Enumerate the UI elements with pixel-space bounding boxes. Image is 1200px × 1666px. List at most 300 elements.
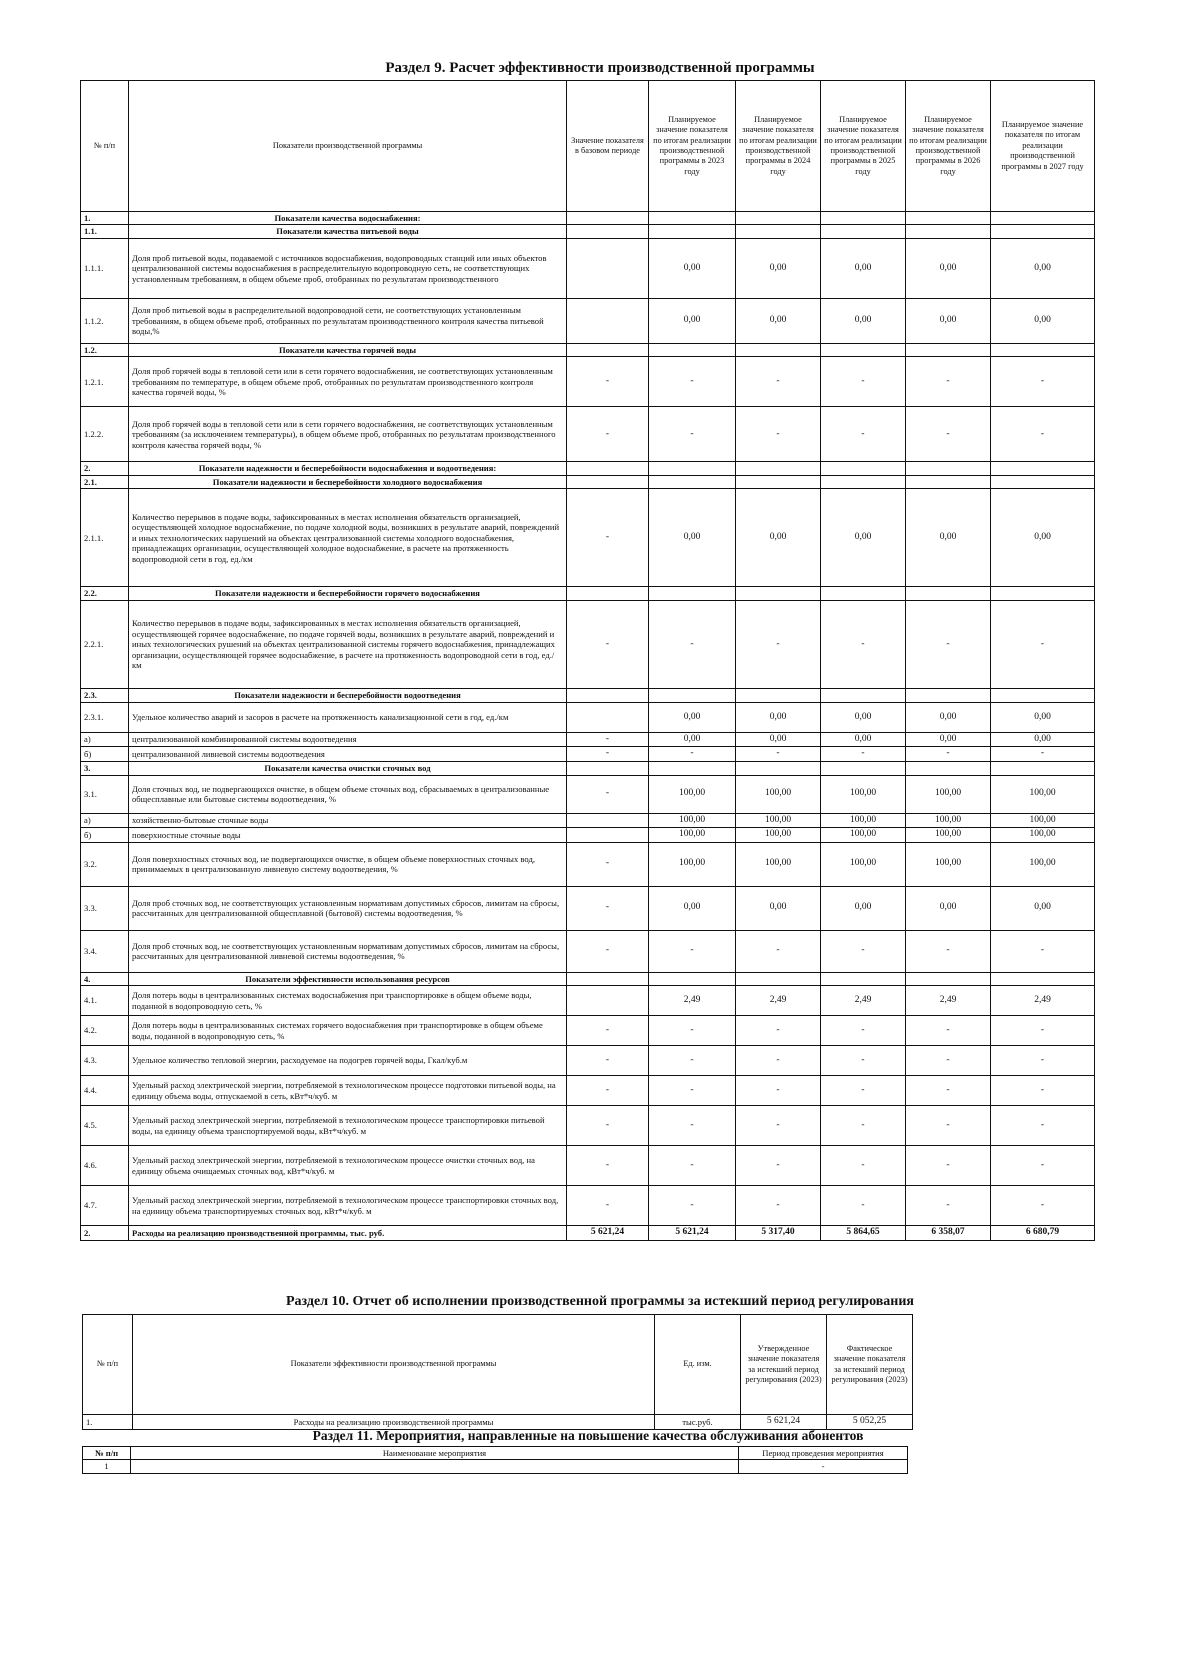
section9-title: Раздел 9. Расчет эффективности производственной программы bbox=[385, 60, 815, 76]
row-indicator: Показатели эффективности использования ресурсов bbox=[129, 972, 567, 985]
header-2026: Планируемое значение показателя по итогам реализации производственной программы в 2026 году bbox=[906, 81, 991, 212]
table-row bbox=[81, 1106, 1095, 1146]
header-indicator: Показатели производственной программы bbox=[129, 81, 567, 212]
row-value-y2026: 0,00 bbox=[906, 702, 991, 732]
row-value-y2026: - bbox=[906, 1046, 991, 1076]
row-indicator: Расходы на реализацию производственной программы, тыс. руб. bbox=[129, 1226, 567, 1241]
table-row bbox=[83, 1415, 913, 1430]
row-value-y2023 bbox=[649, 688, 736, 702]
s10-header-num: № п/п bbox=[83, 1315, 133, 1415]
row-value-y2024: - bbox=[736, 1046, 821, 1076]
row-value-y2023 bbox=[649, 212, 736, 225]
table-row bbox=[81, 986, 1095, 1016]
row-value-y2024 bbox=[736, 972, 821, 985]
row-indicator: Доля проб горячей воды в тепловой сети или в сети горячего водоснабжения, не соответствующих установленным требованиям (за исключением температуры), в общем объеме проб, отобранных по результатам производственного контроля качества горячей воды, % bbox=[129, 407, 567, 462]
row-value-y2027 bbox=[991, 462, 1095, 475]
header-num: № п/п bbox=[81, 81, 129, 212]
row-value-y2024: - bbox=[736, 930, 821, 972]
row-value-base: - bbox=[567, 930, 649, 972]
row-num: 2. bbox=[81, 462, 129, 475]
section11-table bbox=[82, 1446, 908, 1474]
row-num: 1.1.2. bbox=[81, 298, 129, 343]
row-value-y2024: - bbox=[736, 407, 821, 462]
row-value-y2024: 100,00 bbox=[736, 775, 821, 813]
row-indicator: Показатели надежности и бесперебойности горячего водоснабжения bbox=[129, 587, 567, 600]
row-indicator: Доля проб сточных вод, не соответствующих установленным нормативам допустимых сбросов, лимитам на сбросы, рассчитанных для централизованной ливневой системы водоотведения, % bbox=[129, 930, 567, 972]
row-value-y2026 bbox=[906, 587, 991, 600]
row-value-y2026: 0,00 bbox=[906, 238, 991, 298]
row-value-base bbox=[567, 298, 649, 343]
row-value-base bbox=[567, 688, 649, 702]
row-value-y2027: 2,49 bbox=[991, 986, 1095, 1016]
table-row bbox=[81, 886, 1095, 930]
row-value-y2023: 5 621,24 bbox=[649, 1226, 736, 1241]
row-value-y2025: 0,00 bbox=[821, 886, 906, 930]
row-value-y2025 bbox=[821, 972, 906, 985]
row-value-base: - bbox=[567, 775, 649, 813]
section-group-row bbox=[81, 475, 1095, 488]
row-value-base: - bbox=[567, 407, 649, 462]
row-value-y2024: - bbox=[736, 747, 821, 762]
table-row bbox=[81, 842, 1095, 886]
row-value-base: - bbox=[567, 1016, 649, 1046]
row-value-y2025: 100,00 bbox=[821, 842, 906, 886]
row-value-y2027 bbox=[991, 475, 1095, 488]
row-value-y2024 bbox=[736, 475, 821, 488]
row-value-y2023: 100,00 bbox=[649, 813, 736, 828]
row-value-y2024: 0,00 bbox=[736, 732, 821, 747]
row-value-y2023: - bbox=[649, 357, 736, 407]
row-value-y2025: 100,00 bbox=[821, 828, 906, 843]
row-value-y2025: 0,00 bbox=[821, 298, 906, 343]
row-value-y2023: 0,00 bbox=[649, 732, 736, 747]
row-value-y2025 bbox=[821, 587, 906, 600]
header-2023: Планируемое значение показателя по итогам реализации производственной программы в 2023 году bbox=[649, 81, 736, 212]
s10-header-unit: Ед. изм. bbox=[655, 1315, 741, 1415]
row-value-y2025 bbox=[821, 225, 906, 238]
row-value-y2024: 5 317,40 bbox=[736, 1226, 821, 1241]
row-value-y2025 bbox=[821, 462, 906, 475]
row-num: 1.1.1. bbox=[81, 238, 129, 298]
row-value-y2023 bbox=[649, 972, 736, 985]
row-value-y2025: 5 864,65 bbox=[821, 1226, 906, 1241]
row-value-y2024 bbox=[736, 225, 821, 238]
table-row bbox=[81, 1186, 1095, 1226]
table-row bbox=[81, 732, 1095, 747]
row-indicator: Показатели качества водоснабжения: bbox=[129, 212, 567, 225]
row-value-y2026: 2,49 bbox=[906, 986, 991, 1016]
row-value-y2024: 0,00 bbox=[736, 298, 821, 343]
row-value-y2024: 2,49 bbox=[736, 986, 821, 1016]
row-num: 1.1. bbox=[81, 225, 129, 238]
row-value-y2024: 100,00 bbox=[736, 828, 821, 843]
row-value-y2023: 100,00 bbox=[649, 828, 736, 843]
table-row bbox=[81, 828, 1095, 843]
row-num: а) bbox=[81, 732, 129, 747]
section9-table bbox=[80, 80, 1095, 1241]
row-value-y2027 bbox=[991, 212, 1095, 225]
row-value-y2025: 0,00 bbox=[821, 702, 906, 732]
row-value-y2025: - bbox=[821, 1146, 906, 1186]
row-value-y2025: - bbox=[821, 930, 906, 972]
row-indicator: Доля проб питьевой воды в распределительной водопроводной сети, не соответствующих установленным требованиям, в общем объеме проб, отобранных по результатам производственного контроля качества питьевой воды,% bbox=[129, 298, 567, 343]
row-num: 2.3.1. bbox=[81, 702, 129, 732]
row-value-y2026: 0,00 bbox=[906, 298, 991, 343]
row-value-base bbox=[567, 762, 649, 775]
row-value-y2026: 0,00 bbox=[906, 489, 991, 587]
row-num: 1. bbox=[83, 1415, 133, 1430]
row-indicator: Доля проб горячей воды в тепловой сети или в сети горячего водоснабжения, не соответствующих установленным требованиям по температуре, в общем объеме проб, отобранных по результатам производственного контроля качества горячей воды, % bbox=[129, 357, 567, 407]
row-value-y2027: 0,00 bbox=[991, 886, 1095, 930]
row-value-y2026: - bbox=[906, 600, 991, 688]
row-value-y2023: 100,00 bbox=[649, 842, 736, 886]
row-value-y2027: - bbox=[991, 1186, 1095, 1226]
row-indicator: Удельное количество тепловой энергии, расходуемое на подогрев горячей воды, Гкал/куб.м bbox=[129, 1046, 567, 1076]
row-num: 4.3. bbox=[81, 1046, 129, 1076]
row-value-base bbox=[567, 212, 649, 225]
row-value-y2025: 0,00 bbox=[821, 238, 906, 298]
row-value-y2023: - bbox=[649, 747, 736, 762]
row-value-y2024: - bbox=[736, 1076, 821, 1106]
section-group-row bbox=[81, 225, 1095, 238]
row-indicator: Доля сточных вод, не подвергающихся очистке, в общем объеме сточных вод, сбрасываемых в централизованные общесплавные или бытовые системы водоотведения, % bbox=[129, 775, 567, 813]
section10-title: Раздел 10. Отчет об исполнении производственной программы за истекший период регулирования bbox=[285, 1294, 915, 1309]
row-indicator: Доля проб питьевой воды, подаваемой с источников водоснабжения, водопроводных станций или иных объектов централизованной системы водоснабжения в распределительную водопроводную сеть, не соответствующих установленным требованиям, в общем объеме проб, отобранных по результатам производственного bbox=[129, 238, 567, 298]
row-value-y2024: 0,00 bbox=[736, 702, 821, 732]
row-value-y2026: 100,00 bbox=[906, 775, 991, 813]
row-value-base bbox=[567, 972, 649, 985]
row-value-y2024: - bbox=[736, 600, 821, 688]
s10-header-indicator: Показатели эффективности производственной программы bbox=[133, 1315, 655, 1415]
row-value-y2023 bbox=[649, 587, 736, 600]
row-value-y2023: - bbox=[649, 1076, 736, 1106]
row-text: Расходы на реализацию производственной программы bbox=[133, 1415, 655, 1430]
table-row bbox=[81, 1046, 1095, 1076]
row-value-y2027 bbox=[991, 343, 1095, 356]
row-indicator: Доля потерь воды в централизованных системах горячего водоснабжения при транспортировке в общем объеме воды, поданной в водопроводную сеть, % bbox=[129, 1016, 567, 1046]
s11-header-num: № п/п bbox=[83, 1447, 131, 1460]
row-value-base bbox=[567, 986, 649, 1016]
row-value-y2027: 100,00 bbox=[991, 775, 1095, 813]
row-num: 2. bbox=[81, 1226, 129, 1241]
row-indicator: поверхностные сточные воды bbox=[129, 828, 567, 843]
row-indicator: Показатели качества очистки сточных вод bbox=[129, 762, 567, 775]
section-group-row bbox=[81, 462, 1095, 475]
row-num: 2.3. bbox=[81, 688, 129, 702]
row-value-y2024 bbox=[736, 688, 821, 702]
row-num: 2.1.1. bbox=[81, 489, 129, 587]
row-value-y2023: - bbox=[649, 1016, 736, 1046]
row-value-y2023: - bbox=[649, 1106, 736, 1146]
section-group-row bbox=[81, 972, 1095, 985]
table-row bbox=[81, 407, 1095, 462]
row-num: 3. bbox=[81, 762, 129, 775]
row-value-y2026 bbox=[906, 462, 991, 475]
row-value-base bbox=[567, 702, 649, 732]
table-row bbox=[81, 298, 1095, 343]
row-value-y2025: - bbox=[821, 407, 906, 462]
row-value-base bbox=[567, 828, 649, 843]
row-period: - bbox=[739, 1460, 908, 1473]
row-value-y2026 bbox=[906, 762, 991, 775]
section11-title: Раздел 11. Мероприятия, направленные на повышение качества обслуживания абонентов bbox=[312, 1428, 864, 1443]
row-indicator: хозяйственно-бытовые сточные воды bbox=[129, 813, 567, 828]
row-value-y2025: 2,49 bbox=[821, 986, 906, 1016]
row-value-y2026: - bbox=[906, 1016, 991, 1046]
table-row bbox=[81, 238, 1095, 298]
row-value-y2027: - bbox=[991, 407, 1095, 462]
row-num: 4.5. bbox=[81, 1106, 129, 1146]
row-value-base: - bbox=[567, 886, 649, 930]
row-value-y2026: 100,00 bbox=[906, 842, 991, 886]
row-value-y2027: - bbox=[991, 357, 1095, 407]
row-indicator: Показатели надежности и бесперебойности водоотведения bbox=[129, 688, 567, 702]
row-num: б) bbox=[81, 747, 129, 762]
row-value-y2023 bbox=[649, 462, 736, 475]
row-indicator: Показатели качества питьевой воды bbox=[129, 225, 567, 238]
row-num: 1.2.1. bbox=[81, 357, 129, 407]
row-value-base bbox=[567, 343, 649, 356]
row-value-y2025: 100,00 bbox=[821, 813, 906, 828]
row-value-y2023: - bbox=[649, 407, 736, 462]
row-value-y2023: 0,00 bbox=[649, 489, 736, 587]
row-indicator: Показатели надежности и бесперебойности холодного водоснабжения bbox=[129, 475, 567, 488]
row-num: 4.4. bbox=[81, 1076, 129, 1106]
row-value-y2025: - bbox=[821, 600, 906, 688]
row-indicator: централизованной комбинированной системы водоотведения bbox=[129, 732, 567, 747]
row-value-y2026: 6 358,07 bbox=[906, 1226, 991, 1241]
row-value-y2027: - bbox=[991, 1076, 1095, 1106]
row-value-base: - bbox=[567, 1046, 649, 1076]
row-value-y2027: - bbox=[991, 1046, 1095, 1076]
row-value-y2026 bbox=[906, 343, 991, 356]
row-value-y2025 bbox=[821, 475, 906, 488]
table-row bbox=[81, 1146, 1095, 1186]
row-indicator: Доля проб сточных вод, не соответствующих установленным нормативам допустимых сбросов, лимитам на сбросы, рассчитанных для централизованной общесплавной (бытовой) системы водоотведения, % bbox=[129, 886, 567, 930]
row-value-y2023: 0,00 bbox=[649, 298, 736, 343]
total-row bbox=[81, 1226, 1095, 1241]
row-value-y2025: - bbox=[821, 1076, 906, 1106]
row-value-y2023: 2,49 bbox=[649, 986, 736, 1016]
row-value-base: - bbox=[567, 489, 649, 587]
row-indicator: Количество перерывов в подаче воды, зафиксированных в местах исполнения обязательств организацией, осуществляющей холодное водоснабжение, по подаче холодной воды, возникших в результате аварий, повреждений и иных технологических нарушений на объектах централизованной системы холодного водоснабжения, принадлежащих организации, осуществляющей холодное водоснабжение, в расчете на протяженность водопроводной сети в год, ед./км bbox=[129, 489, 567, 587]
table-row bbox=[81, 357, 1095, 407]
section11-header-row bbox=[83, 1447, 908, 1460]
row-value-y2025: 0,00 bbox=[821, 489, 906, 587]
row-value-base bbox=[567, 238, 649, 298]
row-indicator: Удельный расход электрической энергии, потребляемой в технологическом процессе очистки сточных вод, на единицу объема очищаемых сточных вод, кВт*ч/куб. м bbox=[129, 1146, 567, 1186]
row-value-y2023: - bbox=[649, 1146, 736, 1186]
row-value-y2026: 0,00 bbox=[906, 886, 991, 930]
row-value-y2027: 0,00 bbox=[991, 732, 1095, 747]
section10-header-row bbox=[83, 1315, 913, 1415]
row-value-y2024 bbox=[736, 587, 821, 600]
row-value-y2024: - bbox=[736, 1016, 821, 1046]
row-value-y2023: 0,00 bbox=[649, 238, 736, 298]
row-value-y2025: 100,00 bbox=[821, 775, 906, 813]
row-value-base: - bbox=[567, 732, 649, 747]
row-value-y2023: - bbox=[649, 600, 736, 688]
row-num: 4.7. bbox=[81, 1186, 129, 1226]
row-num: 2.2. bbox=[81, 587, 129, 600]
row-value-y2027: 100,00 bbox=[991, 842, 1095, 886]
row-value-base: - bbox=[567, 747, 649, 762]
row-value-y2027: - bbox=[991, 1106, 1095, 1146]
row-value-y2026 bbox=[906, 475, 991, 488]
row-value-y2024: 0,00 bbox=[736, 238, 821, 298]
row-value-y2027: - bbox=[991, 930, 1095, 972]
row-value-y2026: - bbox=[906, 357, 991, 407]
row-value-y2027: 0,00 bbox=[991, 298, 1095, 343]
section-group-row bbox=[81, 587, 1095, 600]
row-indicator: Доля поверхностных сточных вод, не подвергающихся очистке, в общем объеме поверхностных сточных вод, принимаемых в централизованную ливневую систему водоотведения, % bbox=[129, 842, 567, 886]
row-value-y2026: 100,00 bbox=[906, 813, 991, 828]
row-indicator: Удельный расход электрической энергии, потребляемой в технологическом процессе транспортировки сточных вод, на единицу объема транспортируемых сточных вод, кВт*ч/куб. м bbox=[129, 1186, 567, 1226]
row-value-y2026: - bbox=[906, 747, 991, 762]
table-row bbox=[81, 1016, 1095, 1046]
row-indicator: Удельный расход электрической энергии, потребляемой в технологическом процессе подготовки питьевой воды, на единицу объема воды, отпускаемой в сеть, кВт*ч/куб. м bbox=[129, 1076, 567, 1106]
row-value-y2023 bbox=[649, 762, 736, 775]
row-value-y2025: - bbox=[821, 1016, 906, 1046]
row-name bbox=[131, 1460, 739, 1473]
table-row bbox=[81, 489, 1095, 587]
row-value-y2025: - bbox=[821, 1186, 906, 1226]
row-num: 3.2. bbox=[81, 842, 129, 886]
section9-header-row bbox=[81, 81, 1095, 212]
row-indicator: Удельный расход электрической энергии, потребляемой в технологическом процессе транспортировки питьевой воды, на единицу объема транспортируемой воды, кВт*ч/куб. м bbox=[129, 1106, 567, 1146]
row-value-y2027: 6 680,79 bbox=[991, 1226, 1095, 1241]
row-value-y2026: 0,00 bbox=[906, 732, 991, 747]
table-row bbox=[81, 702, 1095, 732]
row-value-base: - bbox=[567, 1106, 649, 1146]
row-indicator: Доля потерь воды в централизованных системах водоснабжения при транспортировке в общем объеме воды, поданной в водопроводную сеть, % bbox=[129, 986, 567, 1016]
row-value-y2026: - bbox=[906, 407, 991, 462]
row-value-y2025 bbox=[821, 688, 906, 702]
table-row bbox=[81, 747, 1095, 762]
row-num: 4.2. bbox=[81, 1016, 129, 1046]
row-value-y2024: 0,00 bbox=[736, 886, 821, 930]
row-value-y2026 bbox=[906, 225, 991, 238]
row-value-y2027 bbox=[991, 587, 1095, 600]
row-value-y2027 bbox=[991, 972, 1095, 985]
row-value-base: - bbox=[567, 842, 649, 886]
section-group-row bbox=[81, 212, 1095, 225]
row-value-y2023: - bbox=[649, 1186, 736, 1226]
row-value-y2027: - bbox=[991, 1016, 1095, 1046]
table-row bbox=[81, 930, 1095, 972]
row-value-y2023 bbox=[649, 225, 736, 238]
row-value-y2024: - bbox=[736, 1106, 821, 1146]
row-value-y2025: - bbox=[821, 747, 906, 762]
row-value-y2026: - bbox=[906, 1186, 991, 1226]
row-value-y2027: - bbox=[991, 747, 1095, 762]
row-value-y2023 bbox=[649, 343, 736, 356]
section-group-row bbox=[81, 688, 1095, 702]
table-row bbox=[81, 813, 1095, 828]
row-value-y2025: - bbox=[821, 1046, 906, 1076]
row-unit: тыс.руб. bbox=[655, 1415, 741, 1430]
row-value-y2026: - bbox=[906, 1146, 991, 1186]
row-value-base: - bbox=[567, 1186, 649, 1226]
row-value-y2027: - bbox=[991, 600, 1095, 688]
row-value-y2023: 0,00 bbox=[649, 886, 736, 930]
row-value-y2027 bbox=[991, 762, 1095, 775]
s11-header-period: Период проведения мероприятия bbox=[739, 1447, 908, 1460]
row-value-y2024: 100,00 bbox=[736, 842, 821, 886]
row-num: б) bbox=[81, 828, 129, 843]
row-value-y2026: - bbox=[906, 930, 991, 972]
row-num: 3.1. bbox=[81, 775, 129, 813]
row-value-base bbox=[567, 587, 649, 600]
row-value-y2027 bbox=[991, 688, 1095, 702]
section-group-row bbox=[81, 762, 1095, 775]
row-value-y2023: - bbox=[649, 930, 736, 972]
row-value-y2027 bbox=[991, 225, 1095, 238]
row-value-y2025 bbox=[821, 343, 906, 356]
row-value-y2025 bbox=[821, 762, 906, 775]
row-num: 4.6. bbox=[81, 1146, 129, 1186]
row-value-y2024: - bbox=[736, 1146, 821, 1186]
row-value-y2027: - bbox=[991, 1146, 1095, 1186]
row-approved: 5 621,24 bbox=[741, 1415, 827, 1430]
row-value-y2024: - bbox=[736, 1186, 821, 1226]
row-value-base: - bbox=[567, 357, 649, 407]
row-indicator: Количество перерывов в подаче воды, зафиксированных в местах исполнения обязательств организацией, осуществляющей горячее водоснабжение, по подаче горячей воды, возникших в результате аварий, повреждений и иных технологических рушений на объектах централизованной системы горячего водоснабжения, принадлежащих организации, осуществляющей горячее водоснабжение, в расчете на протяженность водопроводной сети в год, ед./км bbox=[129, 600, 567, 688]
s10-header-approved: Утвержденное значение показателя за истекший период регулирования (2023) bbox=[741, 1315, 827, 1415]
row-value-base: - bbox=[567, 600, 649, 688]
row-value-base bbox=[567, 462, 649, 475]
row-num: а) bbox=[81, 813, 129, 828]
row-indicator: Удельное количество аварий и засоров в расчете на протяженность канализационной сети в год, ед./км bbox=[129, 702, 567, 732]
section10-table bbox=[82, 1314, 913, 1430]
row-num: 2.2.1. bbox=[81, 600, 129, 688]
row-value-y2024 bbox=[736, 212, 821, 225]
row-value-y2027: 0,00 bbox=[991, 238, 1095, 298]
header-2024: Планируемое значение показателя по итогам реализации производственной программы в 2024 году bbox=[736, 81, 821, 212]
row-indicator: Показатели надежности и бесперебойности водоснабжения и водоотведения: bbox=[129, 462, 567, 475]
row-value-y2025: - bbox=[821, 1106, 906, 1146]
row-value-y2025: - bbox=[821, 357, 906, 407]
row-actual: 5 052,25 bbox=[827, 1415, 913, 1430]
row-value-y2024 bbox=[736, 462, 821, 475]
row-value-y2027: 0,00 bbox=[991, 702, 1095, 732]
row-value-y2026 bbox=[906, 212, 991, 225]
row-value-y2025 bbox=[821, 212, 906, 225]
row-value-y2024: - bbox=[736, 357, 821, 407]
table-row bbox=[81, 1076, 1095, 1106]
row-value-base: - bbox=[567, 1076, 649, 1106]
row-value-y2024: 100,00 bbox=[736, 813, 821, 828]
header-base: Значение показателя в базовом периоде bbox=[567, 81, 649, 212]
row-value-y2023: 0,00 bbox=[649, 702, 736, 732]
row-num: 3.3. bbox=[81, 886, 129, 930]
row-num: 1. bbox=[81, 212, 129, 225]
row-num: 2.1. bbox=[81, 475, 129, 488]
row-value-y2025: 0,00 bbox=[821, 732, 906, 747]
row-value-y2026: - bbox=[906, 1106, 991, 1146]
row-value-y2024 bbox=[736, 762, 821, 775]
row-value-y2026 bbox=[906, 972, 991, 985]
row-value-y2024: 0,00 bbox=[736, 489, 821, 587]
section-group-row bbox=[81, 343, 1095, 356]
row-value-y2023: 100,00 bbox=[649, 775, 736, 813]
row-value-base bbox=[567, 475, 649, 488]
row-value-y2024 bbox=[736, 343, 821, 356]
row-num: 1.2. bbox=[81, 343, 129, 356]
header-2027: Планируемое значение показателя по итогам реализации производственной программы в 2027 году bbox=[991, 81, 1095, 212]
row-value-base: 5 621,24 bbox=[567, 1226, 649, 1241]
row-num: 1.2.2. bbox=[81, 407, 129, 462]
